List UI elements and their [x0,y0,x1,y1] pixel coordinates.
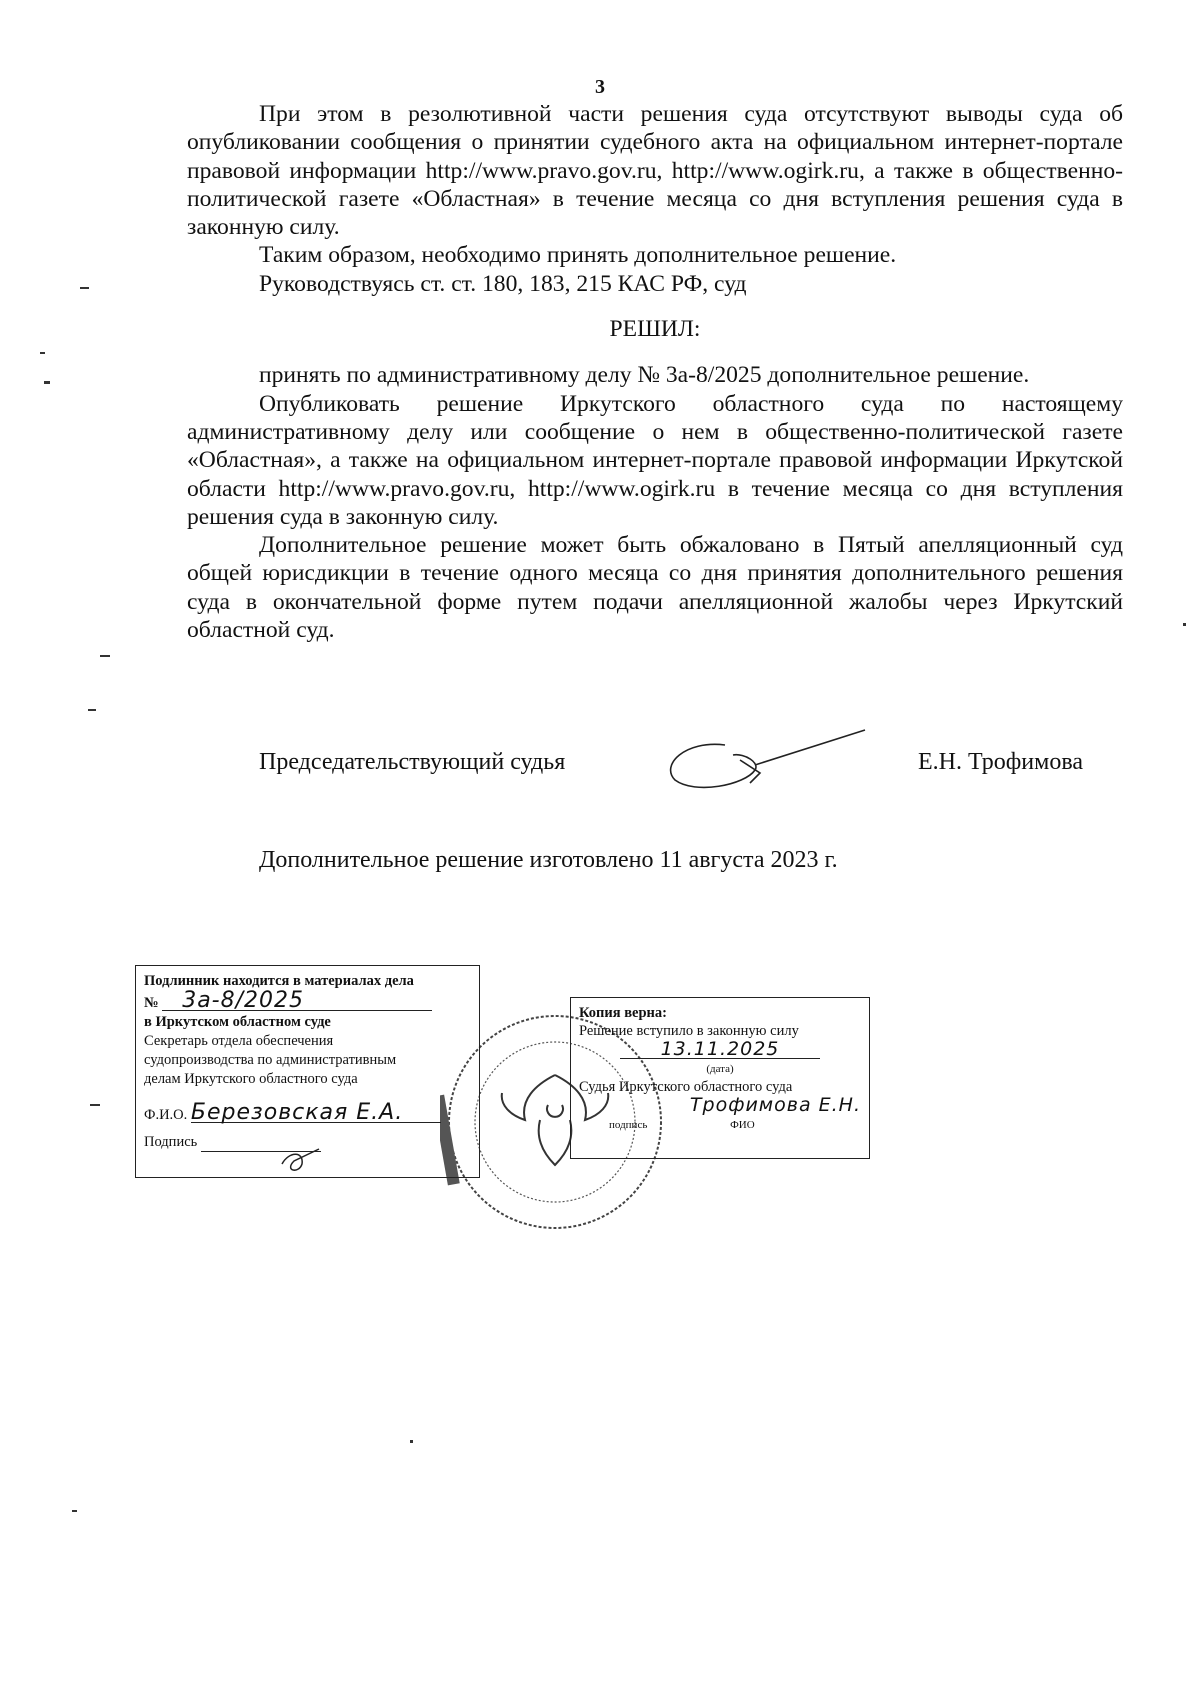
scan-speck [90,1104,100,1106]
scan-speck [410,1440,413,1443]
sign-caption: подпись [609,1119,648,1131]
fio-caption: ФИО [730,1119,755,1131]
made-note: Дополнительное решение изготовлено 11 августа 2023 г. [259,847,838,873]
certified-copy-stamp [570,997,870,1159]
copy-captions [579,1116,861,1134]
signature-name: Е.Н. Трофимова [918,749,1083,775]
scan-speck [80,287,89,289]
signature-role: Председательствующий судья [259,749,566,775]
stamp-line: судопроизводства по административным [144,1052,397,1068]
paragraph: Руководствуясь ст. ст. 180, 183, 215 КАС РФ, суд [259,270,747,297]
entered-date-handwritten: 13.11.2025 [620,1040,820,1059]
scan-speck [72,1510,77,1512]
stamp-line: в Иркутском областном суде [144,1014,331,1030]
fio-handwritten: Березовская Е.А. [191,1103,441,1123]
stamp-case-line [144,988,471,1013]
judge-sign-handwritten: Трофимова Е.Н. [689,1094,861,1116]
fio-label: Ф.И.О. [144,1107,188,1123]
resolution-paragraph: Дополнительное решение может быть обжаловано в Пятый апелляционный суд общей юрисдикции в течение одного месяца со дня принятия дополнительного решения суда в окончательной форме путем подачи апелляционной жалобы через Иркутский областной суд. [187,532,1123,644]
case-number-handwritten: 3а-8/2025 [162,991,432,1011]
scan-speck [44,381,50,384]
scan-speck [88,709,96,711]
stamp-fio-line [144,1100,471,1125]
entered-label: Решение вступило в законную силу [579,1023,799,1039]
stamp-line: Секретарь отдела обеспечения [144,1033,334,1049]
secretary-signature-icon [274,1146,329,1176]
case-prefix: № [144,995,159,1011]
date-caption: (дата) [706,1063,734,1075]
resolution-paragraph: Опубликовать решение Иркутского областного суда по настоящему административному делу или сообщение о нем в общественно-политической газете «Областная», а также на официальном интернет-портале правовой информации Иркутской области http://www.pravo.gov.ru, http://www.ogirk.ru в течение месяца со дня вступления решения суда в законную силу. [187,390,1123,530]
document-body [187,100,1123,644]
entered-date-line [579,1040,861,1060]
scan-speck [100,655,110,657]
scan-speck [40,352,45,354]
judge-label: Судья Иркутского областного суда [579,1079,793,1095]
judge-sign-line [579,1096,861,1116]
scan-speck [1183,623,1186,626]
stamp-line: Подлинник находится в материалах дела [144,973,414,989]
copy-title: Копия верна: [579,1005,667,1021]
original-location-stamp [135,965,480,1178]
paragraph: Таким образом, необходимо принять дополнительное решение. [259,242,897,269]
resolve-heading: РЕШИЛ: [609,316,701,343]
stamp-line: делам Иркутского областного суда [144,1071,358,1087]
judge-signature-icon [655,725,895,800]
resolution-paragraph: принять по административному делу № 3а-8/2025 дополнительное решение. [259,362,1030,389]
page-number: 3 [595,76,605,98]
sign-label: Подпись [144,1134,198,1150]
paragraph: При этом в резолютивной части решения суда отсутствуют выводы суда об опубликовании сообщения о принятии судебного акта на официальном интернет-портале правовой информации http://www.pravo.gov.ru, http://www.ogirk.ru, а также в общественно-политической газете «Областная» в течение месяца со дня вступления решения суда в законную силу. [187,101,1123,241]
